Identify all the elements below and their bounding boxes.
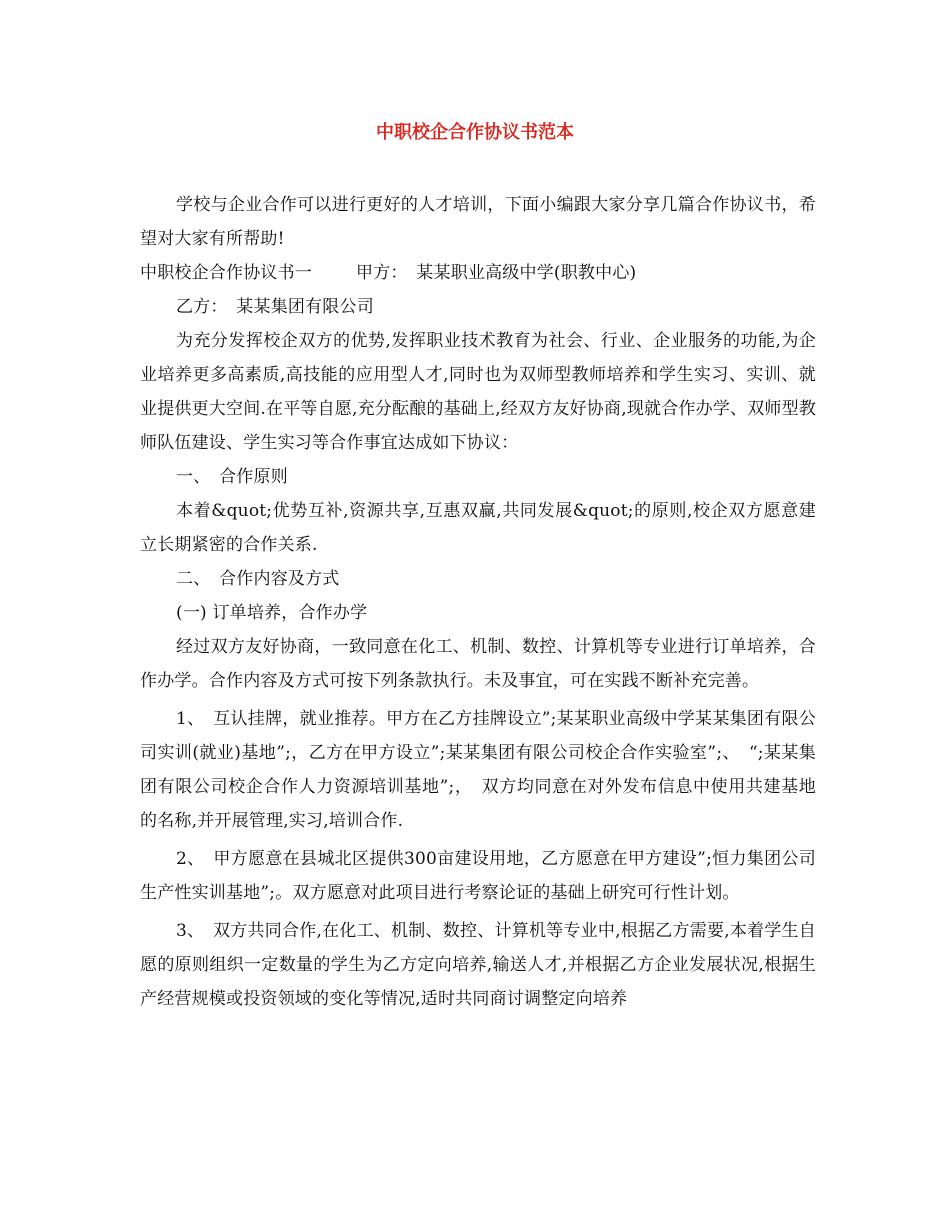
document-title: 中职校企合作协议书范本: [376, 122, 574, 143]
section1-text: 本着&quot;优势互补,资源共享,互惠双赢,共同发展&quot;的原则,校企双方愿意建立长期紧密的合作关系.: [140, 501, 816, 555]
section2-heading: 二、 合作内容及方式: [176, 569, 340, 589]
item-2: 2、 甲方愿意在县城北区提供300亩建设用地，乙方愿意在甲方建设”;恒力集团公司生产性实训基地”;。双方愿意对此项目进行考察论证的基础上研究可行性计划。: [140, 849, 816, 903]
party-a: 甲方： 某某职业高级中学(职教中心): [356, 263, 637, 283]
document-body: [140, 188, 816, 1016]
subsection1-text: 经过双方友好协商，一致同意在化工、机制、数控、计算机等专业进行订单培养，合作办学。合作内容及方式可按下列条款执行。未及事宜，可在实践不断补充完善。: [140, 637, 816, 691]
item-3: 3、 双方共同合作,在化工、机制、数控、计算机等专业中,根据乙方需要,本着学生自愿的原则组织一定数量的学生为乙方定向培养,输送人才,并根据乙方企业发展状况,根据生产经营规模或投资领域的变化等情况,适时共同商讨调整定向培养: [140, 921, 816, 1009]
party-b: 乙方： 某某集团有限公司: [176, 297, 374, 317]
heading-line: [140, 256, 816, 290]
section1-heading: 一、 合作原则: [176, 467, 288, 487]
preamble-paragraph: 为充分发挥校企双方的优势,发挥职业技术教育为社会、行业、企业服务的功能,为企业培养更多高素质,高技能的应用型人才,同时也为双师型教师培养和学生实习、实训、就业提供更大空间.在平等自愿,充分酝酿的基础上,经双方友好协商,现就合作办学、双师型教师队伍建设、学生实习等合作事宜达成如下协议：: [140, 331, 817, 453]
item-1: 1、 互认挂牌，就业推荐。甲方在乙方挂牌设立”;某某职业高级中学某某集团有限公司实训(就业)基地”;，乙方在甲方设立”;某某集团有限公司校企合作实验室”;、 “;某某集团有限公司校企合作人力资源培训基地”;， 双方均同意在对外发布信息中使用共建基地的名称,并开展管理,实习,培训合作.: [140, 709, 816, 831]
doc-label: 中职校企合作协议书一: [140, 263, 312, 283]
intro-paragraph: 学校与企业合作可以进行更好的人才培训，下面小编跟大家分享几篇合作协议书，希望对大家有所帮助!: [140, 195, 816, 249]
subsection1-heading: (一) 订单培养，合作办学: [176, 603, 368, 623]
